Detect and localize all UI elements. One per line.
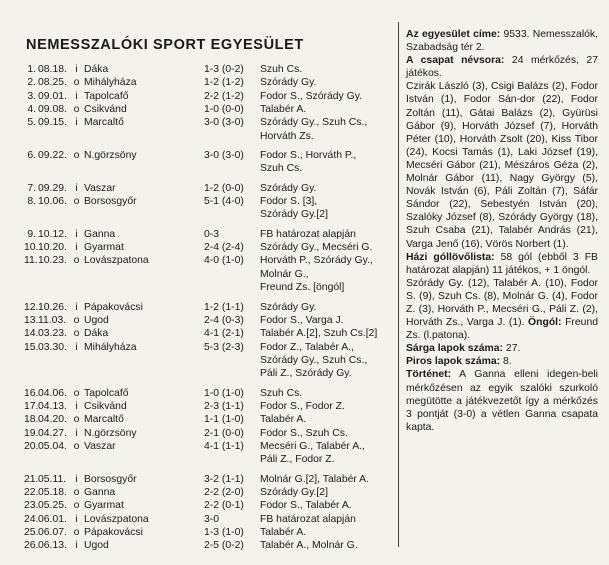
match-result: 3-0	[204, 513, 220, 525]
red-label: Piros lapok száma:	[406, 356, 501, 368]
match-date: 10.06.	[38, 196, 67, 208]
match-number: 16.	[24, 387, 39, 399]
match-result: 2-2 (0-1)	[204, 500, 244, 512]
home-away: o	[73, 328, 80, 340]
match-result: 2-5 (0-2)	[204, 540, 244, 552]
match-row	[24, 486, 396, 499]
match-result: 1-0 (0-0)	[204, 104, 244, 116]
match-number: 18.	[24, 414, 39, 426]
home-away: o	[73, 104, 80, 116]
match-result: 1-3 (0-2)	[204, 64, 244, 75]
address-paragraph	[406, 28, 598, 54]
home-away: o	[73, 414, 80, 426]
match-row	[24, 413, 396, 426]
match-result: 2-2 (1-2)	[204, 90, 244, 102]
match-result: 1-2 (0-0)	[204, 182, 244, 194]
opponent: N.görzsöny	[84, 150, 137, 162]
match-row	[24, 149, 396, 162]
home-away: o	[73, 486, 80, 498]
match-result: 2-4 (2-4)	[204, 242, 244, 254]
match-number: 19.	[24, 427, 39, 439]
scorers-text: Szórády Gy. (12), Talabér A. (10), Fodor S. (9), Szuh Cs. (8), Molnár G. (4), Fodor Z. (3), Horváth P., Mecséri G., Páli Z. (2), Horváth Zs., Varga J. (1).	[406, 277, 598, 329]
address-label: Az egyesület címe:	[406, 29, 501, 40]
home-away: i	[75, 242, 78, 254]
match-date: 04.20.	[38, 414, 67, 426]
match-date: 09.15.	[38, 117, 67, 129]
match-row	[24, 387, 396, 400]
match-date: 04.27.	[38, 427, 67, 439]
opponent: Ganna	[84, 228, 116, 240]
home-away: o	[73, 77, 80, 89]
home-away: o	[73, 527, 80, 538]
opponent: Marcaltő	[84, 414, 124, 426]
opponent: Borsosgyőr	[84, 196, 137, 208]
opponent: Ugod	[84, 314, 109, 326]
match-number: 17.	[24, 400, 39, 412]
match-date: 03.23.	[38, 328, 67, 340]
match-result: 0-3	[204, 228, 220, 240]
history-paragraph	[406, 368, 598, 433]
match-date: 05.25.	[38, 500, 67, 512]
opponent: Gyarmat	[84, 500, 124, 512]
opponent: Lovászpatona	[84, 255, 149, 267]
match-row	[24, 228, 396, 241]
match-date: 10.26.	[38, 301, 67, 313]
match-row	[24, 341, 396, 354]
match-number: 9.	[27, 228, 36, 240]
home-away: o	[73, 314, 80, 326]
yellow-value: 27.	[503, 343, 521, 355]
match-date: 09.08.	[38, 104, 67, 116]
roster-count: 24 mérkőzés, 27 játékos.	[406, 55, 598, 80]
match-result: 4-1 (1-1)	[204, 440, 244, 452]
goal-scorers-continued: Szórády Gy., Szuh Cs.,	[260, 354, 368, 366]
goal-scorers-continued: Páli Z., Szórády Gy.	[260, 368, 352, 380]
match-date: 09.29.	[38, 182, 67, 194]
opponent: Ganna	[84, 486, 116, 498]
match-date: 10.23.	[38, 255, 67, 267]
opponent: Vaszar	[84, 182, 116, 194]
opponent: Lovászpatona	[84, 513, 149, 525]
match-row	[24, 314, 396, 327]
match-row	[24, 427, 396, 440]
goal-scorers-continued: Molnár G.,	[260, 268, 309, 280]
match-date: 04.06.	[38, 387, 67, 399]
red-cards	[406, 355, 598, 368]
home-away: i	[75, 513, 78, 525]
match-result: 2-2 (2-0)	[204, 486, 244, 498]
match-number: 25.	[24, 527, 39, 538]
goal-scorers: Fodor S., Fodor Z.	[260, 400, 345, 412]
match-date: 06.07.	[38, 527, 67, 538]
match-result: 1-2 (1-2)	[204, 77, 244, 89]
goal-scorers: FB határozat alapján	[260, 513, 356, 525]
match-result: 5-1 (4-0)	[204, 196, 244, 208]
opponent: Gyarmat	[84, 242, 124, 254]
match-row	[24, 103, 396, 116]
match-row	[24, 182, 396, 195]
opponent: Ugod	[84, 540, 109, 552]
goal-scorers: Szórády Gy.	[260, 182, 317, 194]
match-number: 2.	[27, 77, 36, 89]
match-number: 15.	[24, 341, 39, 353]
match-date: 03.30.	[38, 341, 67, 353]
goal-scorers-continued: Szuh Cs.	[260, 163, 303, 175]
club-info	[406, 28, 598, 434]
opponent: Dáka	[84, 328, 109, 340]
match-number: 26.	[24, 540, 39, 552]
goal-scorers-continued: Páli Z., Fodor Z.	[260, 454, 335, 466]
opponent: Csikvánd	[84, 400, 127, 412]
match-row	[24, 400, 396, 413]
match-row	[24, 440, 396, 453]
history-text: A Ganna elleni idegen-beli mérkőzésen az egyik szalóki szurkoló megütötte a játékvezetőt így a mérkőzés 3 pontját (3-0) a vétlen Ganna csapata kapta.	[406, 369, 598, 433]
match-date: 06.01.	[38, 513, 67, 525]
goal-scorers: Molnár G.[2], Talabér A.	[260, 473, 369, 485]
goal-scorers: Fodor S., Horváth P.,	[260, 150, 357, 162]
opponent: Dáka	[84, 64, 109, 75]
goal-scorers: Fodor Z., Talabér A.,	[260, 341, 354, 353]
opponent: Csikvánd	[84, 104, 127, 116]
match-number: 20.	[24, 440, 39, 452]
scorers-intro: 58 gól (ebből 3 FB határozat alapján) 11 játékos, + 1 öngól.	[406, 251, 598, 276]
scorers-list	[406, 277, 598, 342]
match-date: 05.11.	[38, 473, 67, 485]
goal-scorers: Fodor S., Szórády Gy.	[260, 90, 363, 102]
home-away: o	[73, 255, 80, 267]
opponent: Borsosgyőr	[84, 473, 137, 485]
match-date: 08.25.	[38, 77, 67, 89]
match-number: 11.	[24, 255, 38, 267]
goal-scorers: Fodor S. [3],	[260, 196, 318, 208]
home-away: i	[75, 341, 78, 353]
match-result: 2-3 (1-1)	[204, 400, 244, 412]
opponent: Tapolcafő	[84, 387, 129, 399]
match-row	[24, 539, 396, 552]
home-away: i	[75, 90, 78, 102]
home-away: i	[75, 117, 78, 129]
home-away: o	[73, 500, 80, 512]
opponent: Mihályháza	[84, 341, 137, 353]
owngoal-text: Freund Zs. (l.patona).	[406, 317, 598, 342]
owngoal-label: Öngól:	[528, 317, 562, 329]
match-date: 11.03.	[38, 314, 67, 326]
goal-scorers-continued: Szórády Gy.[2]	[260, 209, 328, 221]
yellow-cards	[406, 342, 598, 355]
match-number: 24.	[24, 513, 39, 525]
scorers-label: Házi góllövőlista:	[406, 251, 495, 263]
match-result: 4-0 (1-0)	[204, 255, 244, 267]
match-list	[24, 63, 396, 553]
opponent: Mihályháza	[84, 77, 137, 89]
match-result: 3-0 (3-0)	[204, 117, 244, 129]
goal-scorers: Szórády Gy.	[260, 301, 317, 313]
home-away: i	[75, 301, 78, 313]
history-label: Történet:	[406, 369, 452, 381]
match-result: 1-2 (1-1)	[204, 301, 244, 313]
address-text: 9533. Nemesszalók, Szabadság tér 2.	[406, 29, 598, 54]
goal-scorers: Szórády Gy.	[260, 77, 317, 89]
match-row	[24, 513, 396, 526]
opponent: Pápakovácsi	[84, 301, 143, 313]
goal-scorers: Horváth P., Szórády Gy.,	[260, 255, 373, 267]
match-result: 3-2 (1-1)	[204, 473, 244, 485]
match-number: 3.	[27, 90, 36, 102]
goal-scorers-continued: Freund Zs. [öngól]	[260, 282, 345, 294]
home-away: i	[75, 473, 78, 485]
match-row	[24, 473, 396, 486]
match-row	[24, 90, 396, 103]
match-row	[24, 116, 396, 129]
goal-scorers: Szuh Cs.	[260, 387, 303, 399]
roster-list: Czirák László (3), Csigi Balázs (2), Fodor István (1), Fodor Sán-dor (22), Fodor Zoltán (11), Gátai Balázs (2), Gyürüsi Gábor (9), Horváth József (7), Horváth Péter (10), Horváth Zsolt (20), Kiss Tibor (24), Kocsi Tamás (1), Laki József (19), Mecséri Gábor (21), Mészáros Géza (2), Molnár Gábor (11), Nagy György (5), Novák István (6), Páli Zoltán (7), Sáfár Sándor (22), Sebestyén István (20), Szalóky József (8), Szórády György (18), Szuh Csaba (21), Talabér András (21), Varga Jenő (16), Vörös Norbert (1).	[406, 81, 598, 250]
match-number: 6.	[27, 150, 36, 162]
match-number: 22.	[24, 486, 39, 498]
match-number: 8.	[27, 196, 36, 208]
goal-scorers: FB határozat alapján	[260, 228, 356, 240]
goal-scorers: Szórády Gy., Szuh Cs.,	[260, 117, 368, 129]
opponent: Marcaltő	[84, 117, 124, 129]
column-divider	[398, 22, 399, 547]
match-number: 5.	[27, 117, 36, 129]
match-number: 14.	[24, 328, 39, 340]
match-date: 08.18.	[38, 64, 67, 75]
goal-scorers-continued: Horváth Zs.	[260, 130, 314, 142]
match-date: 06.13.	[38, 540, 67, 552]
match-number: 21.	[24, 473, 39, 485]
home-away: o	[73, 387, 80, 399]
match-row	[24, 526, 396, 539]
match-result: 4-1 (2-1)	[204, 328, 244, 340]
roster-paragraph	[406, 54, 598, 80]
match-number: 23.	[24, 500, 39, 512]
home-away: o	[73, 196, 80, 208]
match-date: 10.20.	[38, 242, 67, 254]
scorers-paragraph	[406, 251, 598, 277]
roster-label: A csapat névsora:	[406, 55, 505, 67]
goal-scorers: Fodor S., Talabér A.	[260, 500, 352, 512]
match-number: 7.	[27, 182, 36, 194]
yellow-label: Sárga lapok száma:	[406, 343, 504, 355]
home-away: i	[75, 427, 78, 439]
match-result: 2-4 (0-3)	[204, 314, 244, 326]
match-row	[24, 254, 396, 267]
home-away: i	[75, 228, 78, 240]
opponent: Vaszar	[84, 440, 116, 452]
home-away: i	[75, 182, 78, 194]
match-date: 04.13.	[38, 400, 67, 412]
opponent: Pápakovácsi	[84, 527, 143, 538]
match-result: 3-0 (3-0)	[204, 150, 244, 162]
match-row	[24, 63, 396, 76]
match-number: 10.	[24, 242, 39, 254]
home-away: o	[73, 150, 80, 162]
match-result: 1-3 (1-0)	[204, 527, 244, 538]
match-number: 4.	[27, 104, 36, 116]
goal-scorers: Fodor S., Varga J.	[260, 314, 344, 326]
match-row	[24, 195, 396, 208]
match-row	[24, 499, 396, 512]
match-result: 1-0 (1-0)	[204, 387, 244, 399]
match-row	[24, 241, 396, 254]
goal-scorers: Talabér A.	[260, 414, 307, 426]
goal-scorers: Talabér A.	[260, 527, 307, 538]
goal-scorers: Talabér A.[2], Szuh Cs.[2]	[260, 328, 378, 340]
match-number: 1.	[27, 64, 36, 75]
goal-scorers: Fodor S., Szuh Cs.	[260, 427, 348, 439]
match-result: 1-1 (1-0)	[204, 414, 244, 426]
goal-scorers: Szuh Cs.	[260, 64, 303, 75]
red-value: 8.	[500, 356, 512, 368]
goal-scorers: Talabér A., Molnár G.	[260, 540, 358, 552]
opponent: Tapolcafő	[84, 90, 129, 102]
match-result: 2-1 (0-0)	[204, 427, 244, 439]
match-number: 12.	[24, 301, 39, 313]
opponent: N.görzsöny	[84, 427, 137, 439]
match-date: 05.04.	[38, 440, 67, 452]
match-date: 09.01.	[38, 90, 67, 102]
goal-scorers: Szórády Gy.[2]	[260, 486, 328, 498]
home-away: o	[73, 440, 80, 452]
goal-scorers: Mecséri G., Talabér A.,	[260, 440, 365, 452]
home-away: i	[75, 540, 78, 552]
goal-scorers: Talabér A.	[260, 104, 307, 116]
match-date: 05.18.	[38, 486, 67, 498]
match-row	[24, 301, 396, 314]
match-row	[24, 327, 396, 340]
page-title: NEMESSZALÓKI SPORT EGYESÜLET	[26, 37, 304, 53]
home-away: i	[75, 400, 78, 412]
match-date: 09.22.	[38, 150, 67, 162]
home-away: i	[75, 64, 78, 75]
match-number: 13.	[24, 314, 39, 326]
goal-scorers: Szórády Gy., Mecséri G.	[260, 242, 373, 254]
match-result: 5-3 (2-3)	[204, 341, 244, 353]
match-date: 10.12.	[38, 228, 67, 240]
match-row	[24, 76, 396, 89]
